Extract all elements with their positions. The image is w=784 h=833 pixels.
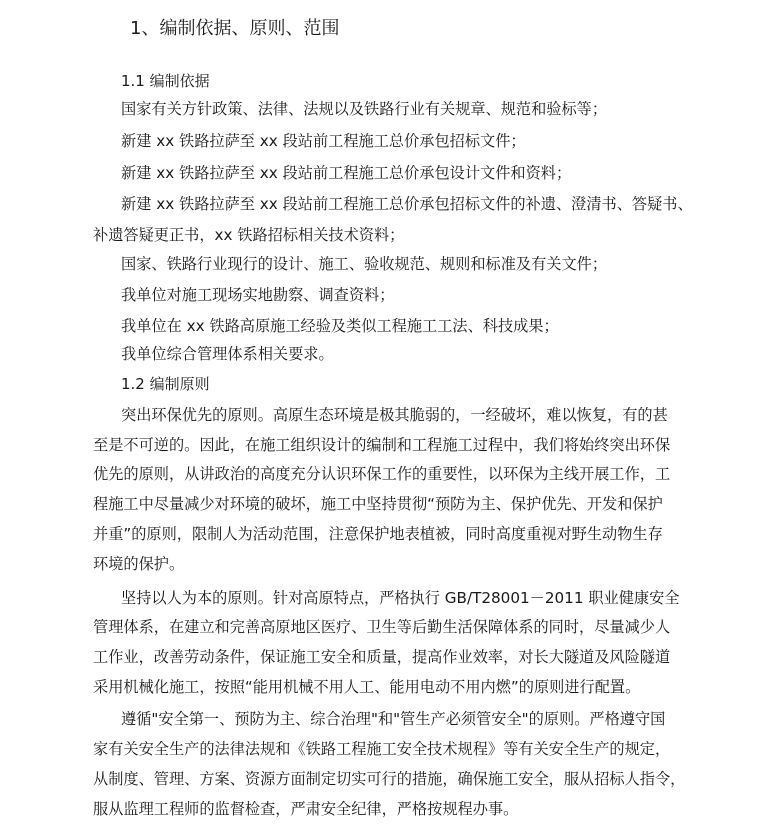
principle-line: 坚持以人为本的原则。针对高原特点，严格执行 GB/T28001－2011 职业健康安全 xyxy=(121,589,680,607)
basis-line: 新建 xx 铁路拉萨至 xx 段站前工程施工总价承包招标文件的补遗、澄清书、答疑书、 xyxy=(121,195,693,213)
basis-line: 新建 xx 铁路拉萨至 xx 段站前工程施工总价承包招标文件； xyxy=(121,132,526,150)
basis-line: 新建 xx 铁路拉萨至 xx 段站前工程施工总价承包设计文件和资料； xyxy=(121,164,572,182)
basis-line: 国家有关方针政策、法律、法规以及铁路行业有关规章、规范和验标等； xyxy=(121,100,607,118)
principle-line: 环境的保护。 xyxy=(93,555,185,573)
subsection-title-1-2: 1.2 编制原则 xyxy=(121,375,210,393)
basis-line: 我单位在 xx 铁路高原施工经验及类似工程施工工法、科技成果； xyxy=(121,317,559,335)
principle-line: 工作业，改善劳动条件，保证施工安全和质量，提高作业效率，对长大隧道及风险隧道 xyxy=(93,648,671,666)
principle-line: 服从监理工程师的监督检查，严肃安全纪律，严格按规程办事。 xyxy=(93,800,519,818)
subsection-title-1-1: 1.1 编制依据 xyxy=(121,72,210,90)
principle-line: 采用机械化施工，按照“能用机械不用人工、能用电动不用内燃”的原则进行配置。 xyxy=(93,678,641,696)
principle-line: 从制度、管理、方案、资源方面制定切实可行的措施，确保施工安全，服从招标人指令， xyxy=(93,770,686,788)
basis-line: 我单位综合管理体系相关要求。 xyxy=(121,345,334,363)
principle-line: 家有关安全生产的法律法规和《铁路工程施工安全技术规程》等有关安全生产的规定， xyxy=(93,740,671,758)
principle-line: 至是不可逆的。因此，在施工组织设计的编制和工程施工过程中，我们将始终突出环保 xyxy=(93,436,671,454)
principle-line: 优先的原则，从讲政治的高度充分认识环保工作的重要性，以环保为主线开展工作，工 xyxy=(93,465,671,483)
principle-line: 并重”的原则，限制人为活动范围，注意保护地表植被，同时高度重视对野生动物生存 xyxy=(93,525,663,543)
basis-line: 我单位对施工现场实地勘察、调查资料； xyxy=(121,286,395,304)
principle-line: 管理体系，在建立和完善高原地区医疗、卫生等后勤生活保障体系的同时，尽量减少人 xyxy=(93,618,671,636)
principle-line: 突出环保优先的原则。高原生态环境是极其脆弱的，一经破坏，难以恢复，有的甚 xyxy=(121,406,668,424)
principle-line: 程施工中尽量减少对环境的破坏，施工中坚持贯彻“预防为主、保护优先、开发和保护 xyxy=(93,495,663,513)
principle-line: 遵循"安全第一、预防为主、综合治理"和"管生产必须管安全"的原则。严格遵守国 xyxy=(121,710,666,728)
basis-line: 补遗答疑更正书，xx 铁路招标相关技术资料； xyxy=(93,226,405,244)
section-heading: 1、编制依据、原则、范围 xyxy=(130,18,340,39)
basis-line: 国家、铁路行业现行的设计、施工、验收规范、规则和标准及有关文件； xyxy=(121,255,607,273)
